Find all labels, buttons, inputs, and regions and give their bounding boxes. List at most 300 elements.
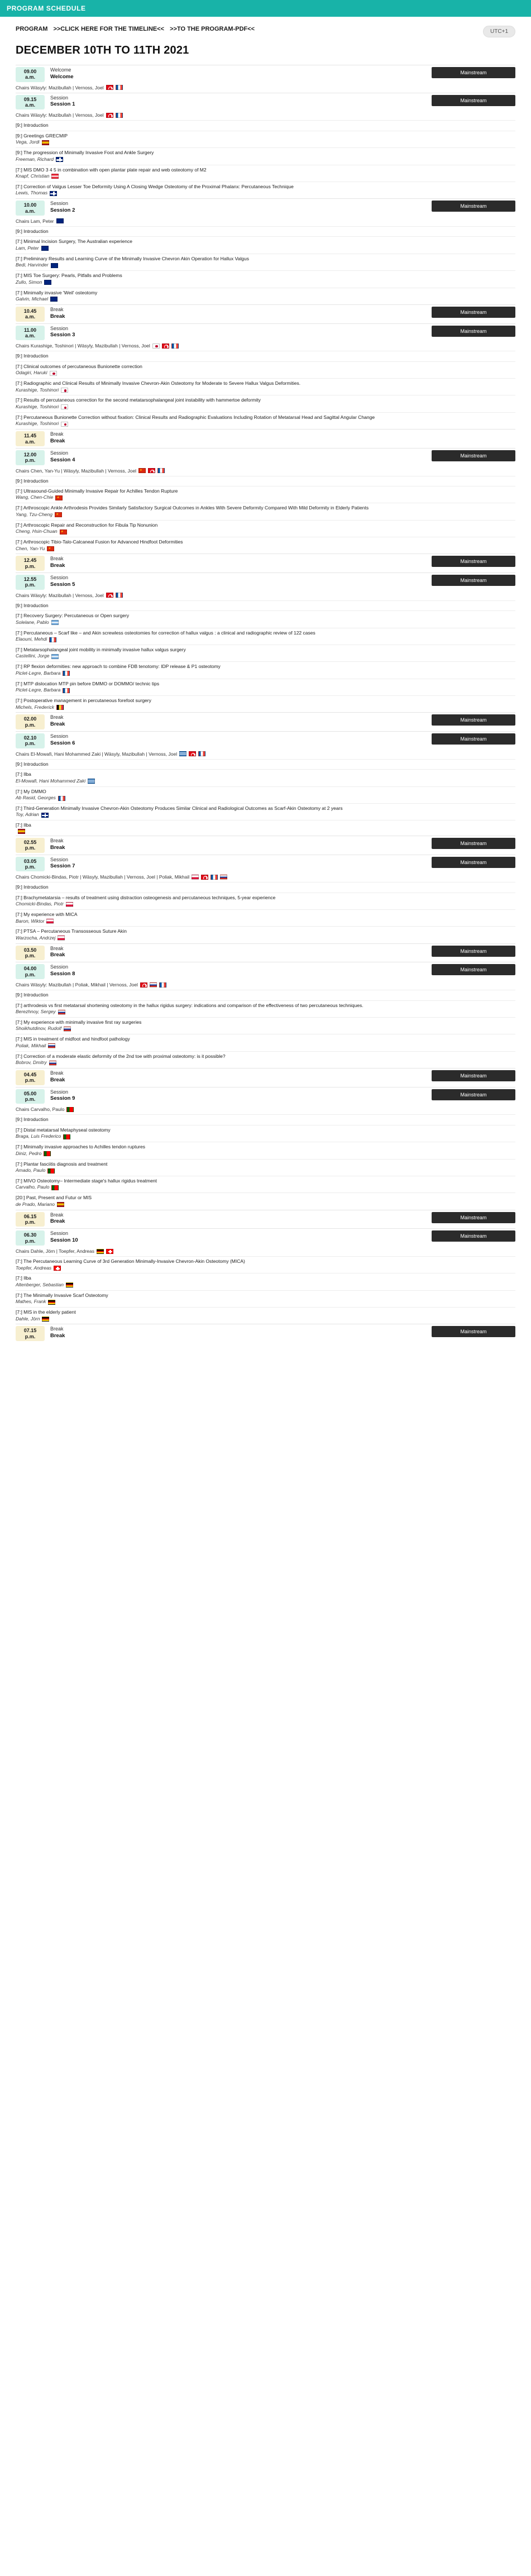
- row-main: [45, 67, 432, 82]
- talk-speaker: [16, 1151, 515, 1157]
- talk-speaker-name: Lewis, Thomas: [16, 190, 48, 196]
- schedule-row[interactable]: [16, 855, 515, 874]
- schedule-row[interactable]: [16, 323, 515, 342]
- row-session-name: Break: [50, 721, 65, 728]
- stream-button[interactable]: Mainstream: [432, 733, 515, 745]
- chairs-line: [16, 467, 515, 476]
- stream-button[interactable]: Mainstream: [432, 1089, 515, 1100]
- talk-speaker-name: Bobrov, Dmitry: [16, 1060, 47, 1066]
- flag-icon: [106, 85, 113, 90]
- row-time: 12.00 p.m.: [16, 450, 45, 465]
- stream-button[interactable]: Mainstream: [432, 95, 515, 106]
- flag-icon: [42, 1316, 49, 1322]
- talk-item[interactable]: [16, 695, 515, 712]
- row-kind: Session: [50, 1230, 69, 1237]
- row-main: [45, 307, 432, 322]
- flag-icon: [97, 1249, 104, 1254]
- flag-icon: [116, 113, 123, 118]
- talk-speaker: [16, 404, 515, 411]
- chairs-line: [16, 84, 515, 93]
- talk-item[interactable]: [16, 1125, 515, 1142]
- stream-button[interactable]: Mainstream: [432, 575, 515, 586]
- talk-item[interactable]: [16, 120, 515, 130]
- talk-title: [7:] MTP dislocation MTP pin before DMMO or DOMMO/ technic tips: [16, 680, 160, 686]
- schedule-row[interactable]: [16, 93, 515, 112]
- chairs-label: Chairs Wäsyly: Mazibullah | Poliak, Mikhail | Vernoss, Joel: [16, 982, 138, 988]
- schedule-row[interactable]: [16, 1068, 515, 1087]
- row-time: 12.45 p.m.: [16, 556, 45, 571]
- stream-button[interactable]: Mainstream: [432, 838, 515, 849]
- row-session-name: Break: [50, 562, 65, 569]
- row-session-name: Break: [50, 1076, 65, 1083]
- talk-speaker-name: Mathes, Frank: [16, 1299, 46, 1305]
- talk-item[interactable]: [16, 628, 515, 645]
- row-time: 02.55 p.m.: [16, 838, 45, 853]
- talk-title: [9:] Introduction: [16, 884, 49, 890]
- chairs-line: [16, 1105, 515, 1114]
- talk-item[interactable]: [16, 661, 515, 678]
- talk-item[interactable]: [16, 131, 515, 147]
- flag-icon: [44, 1151, 51, 1156]
- flag-icon: [50, 191, 57, 196]
- talk-item[interactable]: [16, 537, 515, 554]
- stream-button[interactable]: Mainstream: [432, 556, 515, 567]
- row-kind: Break: [50, 1211, 64, 1218]
- talk-item[interactable]: [16, 600, 515, 610]
- nav-program-link[interactable]: PROGRAM: [16, 26, 48, 32]
- talk-speaker: [16, 546, 515, 552]
- row-main: [45, 733, 432, 748]
- schedule-row[interactable]: [16, 304, 515, 323]
- row-session-name: Session 7: [50, 863, 75, 870]
- flag-icon: [56, 218, 64, 223]
- flag-icon: [179, 751, 186, 756]
- talk-item[interactable]: [16, 645, 515, 661]
- row-time: 04.00 p.m.: [16, 964, 45, 979]
- talk-speaker: [16, 1299, 515, 1305]
- talk-item[interactable]: [16, 1142, 515, 1158]
- flag-icon: [51, 620, 59, 625]
- flag-icon: [47, 1168, 55, 1173]
- talk-item[interactable]: [16, 270, 515, 287]
- talk-item[interactable]: [16, 147, 515, 164]
- talk-speaker: [16, 387, 515, 394]
- talk-item[interactable]: [16, 165, 515, 182]
- talk-title: [7:] Ultrasound-Guided Minimally Invasive Repair for Achilles Tendon Rupture: [16, 488, 178, 494]
- talk-item[interactable]: [16, 1290, 515, 1307]
- flag-icon: [66, 902, 73, 907]
- row-session-name: Break: [50, 1218, 65, 1225]
- talk-item[interactable]: [16, 679, 515, 695]
- row-kind: Session: [50, 575, 69, 581]
- chairs-line: [16, 873, 515, 882]
- row-stream: [432, 1230, 515, 1246]
- talk-speaker: [16, 619, 515, 626]
- row-session-name: Session 6: [50, 740, 75, 746]
- row-time: 10.00 a.m.: [16, 201, 45, 216]
- stream-button[interactable]: Mainstream: [432, 201, 515, 212]
- row-time: 05.00 p.m.: [16, 1089, 45, 1104]
- talk-speaker: [16, 1060, 515, 1066]
- row-time: 09.00 a.m.: [16, 67, 45, 82]
- talk-item[interactable]: [16, 1256, 515, 1273]
- talk-speaker-name: Toy, Adrian: [16, 812, 39, 818]
- chairs-line: [16, 981, 515, 990]
- schedule-row[interactable]: [16, 712, 515, 731]
- talk-speaker-name: Yang, Tzu-Cheng: [16, 511, 52, 517]
- row-main: [45, 857, 432, 872]
- schedule-row[interactable]: [16, 554, 515, 573]
- talk-item[interactable]: [16, 1051, 515, 1068]
- talk-speaker: [16, 1201, 515, 1208]
- flag-icon: [198, 751, 205, 756]
- talk-item[interactable]: [16, 182, 515, 198]
- talk-item[interactable]: [16, 882, 515, 892]
- row-main: [45, 946, 432, 961]
- talk-title: [7:] MIS in treatment of midfoot and hindfoot pathology: [16, 1036, 130, 1042]
- row-stream: [432, 964, 515, 979]
- row-main: [45, 714, 432, 729]
- talk-item[interactable]: [16, 351, 515, 361]
- row-session-name: Session 2: [50, 207, 75, 213]
- schedule-row[interactable]: [16, 731, 515, 750]
- talk-speaker-name: Ab Rasid, Georges: [16, 795, 56, 801]
- row-kind: Session: [50, 856, 69, 862]
- talk-speaker: [16, 812, 515, 818]
- row-stream: [432, 575, 515, 590]
- row-stream: [432, 1070, 515, 1085]
- talk-speaker: [16, 173, 515, 180]
- talk-title: [7:] My DMMO: [16, 788, 46, 794]
- talk-speaker: [16, 245, 515, 252]
- talk-title: [9:] Introduction: [16, 1117, 49, 1123]
- talk-title: [9:] The progression of Minimally Invasive Foot and Ankle Surgery: [16, 150, 154, 156]
- row-session-name: Break: [50, 952, 65, 958]
- talk-item[interactable]: [16, 1017, 515, 1034]
- talk-item[interactable]: [16, 759, 515, 769]
- talk-item[interactable]: [16, 1192, 515, 1209]
- row-main: [45, 1212, 432, 1227]
- talk-speaker: [16, 778, 515, 785]
- row-session-name: Session 9: [50, 1095, 75, 1102]
- schedule-row[interactable]: [16, 943, 515, 962]
- talk-title: [7:] Arthroscopic Ankle Arthrodesis Provides Similarly Satisfactory Surgical Outcomes in Ankles With Severe Deformity Compared With Mild Deformity in Elderly Patients: [16, 505, 369, 511]
- talk-item[interactable]: [16, 378, 515, 395]
- talk-title: [7:] My experience with minimally invasive first ray surgeries: [16, 1019, 142, 1025]
- talk-speaker: [16, 901, 515, 908]
- row-session-name: Break: [50, 1333, 65, 1339]
- stream-button[interactable]: Mainstream: [432, 450, 515, 461]
- stream-button[interactable]: Mainstream: [432, 964, 515, 975]
- schedule-row[interactable]: [16, 1324, 515, 1343]
- talk-speaker-name: Poliak, Mikhail: [16, 1042, 46, 1048]
- flag-icon: [211, 875, 218, 880]
- row-kind: Session: [50, 201, 69, 207]
- flag-icon: [51, 654, 59, 659]
- flag-icon: [116, 593, 123, 598]
- row-stream: [432, 1326, 515, 1341]
- talk-title: [7:] MIS DMO 3 4 5 in combination with open plantar plate repair and web osteotomy of M2: [16, 166, 207, 173]
- talk-item[interactable]: [16, 1114, 515, 1124]
- talk-speaker-name: Shoikhutdinov, Rudolf: [16, 1025, 62, 1032]
- talk-title: [7:] arthrodesis vs first metatarsal shortening osteotomy in the hallux rigidus surgery: indications and comparison of the effectiveness of two percutaneous techniques.: [16, 1002, 363, 1008]
- row-kind: Break: [50, 306, 64, 312]
- row-time: 06.30 p.m.: [16, 1230, 45, 1246]
- talk-title: [7:] Plantar fasciitis diagnosis and treatment: [16, 1161, 108, 1167]
- flag-icon: [58, 936, 65, 941]
- talk-title: [20:] Past, Present and Futur or MIS: [16, 1195, 92, 1201]
- flag-icon: [44, 280, 51, 285]
- flag-icon: [46, 919, 54, 924]
- row-main: [45, 1089, 432, 1104]
- talk-item[interactable]: [16, 926, 515, 943]
- stream-button[interactable]: Mainstream: [432, 67, 515, 78]
- flag-icon: [60, 529, 67, 535]
- nav-timeline-link[interactable]: >>CLICK HERE FOR THE TIMELINE<<: [53, 26, 165, 32]
- flag-icon: [152, 344, 160, 349]
- talk-speaker-name: El-Mowafi, Hani Mohammed Zaki: [16, 777, 86, 784]
- row-time: 09.15 a.m.: [16, 95, 45, 110]
- flag-icon: [61, 388, 68, 393]
- row-session-name: Session 5: [50, 581, 75, 588]
- talk-speaker-name: Altenberger, Sebastian: [16, 1281, 64, 1287]
- talk-title: [7:] Third-Generation Minimally Invasive Chevron-Akin Osteotomy Produces Similar Clinical and Radiological Outcomes as Scarf-Akin Osteotomy at 2 years: [16, 805, 343, 811]
- flag-icon: [51, 1185, 59, 1190]
- flag-icon: [48, 1300, 55, 1305]
- row-session-name: Break: [50, 844, 65, 851]
- talk-title: [7:] Minimally invasive approaches to Achilles tendon ruptures: [16, 1144, 145, 1150]
- talk-title: [7:] Radiographic and Clinical Results of Minimally Invasive Chevron-Akin Osteotomy for Moderate to Severe Hallux Valgus Deformities.: [16, 380, 301, 387]
- talk-item[interactable]: [16, 1034, 515, 1051]
- talk-item[interactable]: [16, 1159, 515, 1176]
- stream-button[interactable]: Mainstream: [432, 1326, 515, 1337]
- row-kind: Break: [50, 714, 64, 721]
- schedule-row[interactable]: [16, 448, 515, 467]
- row-session-name: Session 8: [50, 971, 75, 977]
- talk-speaker-name: Zullo, Simon: [16, 279, 42, 285]
- talk-title: [9:] Introduction: [16, 353, 49, 359]
- stream-button[interactable]: Mainstream: [432, 1070, 515, 1081]
- talk-item[interactable]: [16, 803, 515, 820]
- talk-item[interactable]: [16, 226, 515, 236]
- flag-icon: [58, 796, 65, 801]
- talk-speaker: [16, 1043, 515, 1050]
- row-kind: Session: [50, 733, 69, 740]
- row-stream: [432, 95, 515, 110]
- schedule-row[interactable]: [16, 1087, 515, 1106]
- talk-speaker: [16, 421, 515, 427]
- talk-item[interactable]: [16, 990, 515, 1000]
- talk-item[interactable]: [16, 610, 515, 627]
- talk-item[interactable]: [16, 520, 515, 537]
- flag-icon: [51, 263, 58, 268]
- talk-speaker: [16, 1167, 515, 1174]
- talk-item[interactable]: [16, 476, 515, 486]
- chairs-label: Chairs Chen, Yan-Yu | Wäsyly, Mazibullah | Vernoss, Joel: [16, 468, 137, 474]
- talk-speaker-name: Berezhnoy, Sergey: [16, 1009, 56, 1015]
- chairs-line: [16, 591, 515, 600]
- talk-item[interactable]: [16, 288, 515, 304]
- chairs-label: Chairs Wäsyly: Mazibullah | Vernoss, Joel: [16, 112, 104, 118]
- row-time: 03.05 p.m.: [16, 857, 45, 872]
- talk-title: [7:] Correction of Valgus Lesser Toe Deformity Using A Closing Wedge Osteotomy of the Proximal Phalanx: Percutaneous Technique: [16, 183, 294, 189]
- talk-item[interactable]: [16, 236, 515, 253]
- flag-icon: [64, 1027, 71, 1032]
- talk-item[interactable]: [16, 1176, 515, 1192]
- talk-item[interactable]: [16, 769, 515, 786]
- schedule-row[interactable]: [16, 65, 515, 84]
- flag-icon: [50, 371, 57, 376]
- talk-speaker: [16, 795, 515, 802]
- row-kind: Break: [50, 1326, 64, 1332]
- flag-icon: [106, 113, 113, 118]
- flag-icon: [148, 468, 155, 473]
- talk-speaker-name: Kurashige, Toshinori: [16, 387, 59, 393]
- talk-item[interactable]: [16, 503, 515, 519]
- flag-icon: [41, 813, 49, 818]
- flag-icon: [49, 1061, 56, 1066]
- talk-title: [7:] Clinical outcomes of percutaneous Bunionette correction: [16, 363, 142, 369]
- talk-item[interactable]: [16, 412, 515, 429]
- row-session-name: Break: [50, 437, 65, 444]
- schedule-row[interactable]: [16, 198, 515, 217]
- talk-title: [7:] MIVO Osteotomy– Intermediate stage's hallux rigidus treatment: [16, 1177, 157, 1184]
- talk-speaker: [16, 636, 515, 643]
- utc-offset-chip[interactable]: UTC+1: [483, 26, 515, 37]
- flag-icon: [201, 875, 208, 880]
- talk-item[interactable]: [16, 909, 515, 926]
- talk-item[interactable]: [16, 786, 515, 803]
- talk-item[interactable]: [16, 1000, 515, 1017]
- talk-speaker-name: Vega, Jordi: [16, 139, 40, 145]
- row-kind: Session: [50, 1089, 69, 1095]
- row-stream: [432, 838, 515, 853]
- top-banner-label: PROGRAM SCHEDULE: [7, 4, 86, 12]
- row-main: [45, 838, 432, 853]
- stream-button[interactable]: Mainstream: [432, 857, 515, 868]
- flag-icon: [47, 546, 54, 551]
- flag-icon: [192, 875, 199, 880]
- talk-item[interactable]: [16, 361, 515, 378]
- talk-speaker-name: Chomicki-Bindas, Piotr: [16, 901, 64, 907]
- talk-speaker: [16, 512, 515, 518]
- flag-icon: [157, 468, 165, 473]
- talk-speaker: [16, 670, 515, 677]
- talk-speaker-name: Kurashige, Toshinori: [16, 421, 59, 427]
- talk-item[interactable]: [16, 254, 515, 270]
- flag-icon: [41, 246, 49, 251]
- talk-speaker: [16, 296, 515, 303]
- schedule-row[interactable]: [16, 429, 515, 448]
- chairs-line: [16, 342, 515, 351]
- talk-item[interactable]: [16, 1307, 515, 1324]
- row-main: [45, 1230, 432, 1246]
- row-stream: [432, 307, 515, 322]
- stream-button[interactable]: Mainstream: [432, 326, 515, 337]
- talk-title: [9:] Introduction: [16, 228, 49, 234]
- talk-speaker-name: Braga, Luis Frederico: [16, 1133, 61, 1139]
- flag-icon: [140, 982, 147, 988]
- nav-program-pdf-link[interactable]: >>TO THE PROGRAM-PDF<<: [170, 26, 255, 32]
- talk-speaker: [16, 1316, 515, 1323]
- talk-speaker: [16, 1009, 515, 1015]
- talk-speaker-name: Wang, Chen-Chie: [16, 494, 54, 500]
- talk-item[interactable]: [16, 395, 515, 412]
- talk-speaker-name: Freeman, Richard: [16, 156, 54, 162]
- row-main: [45, 964, 432, 979]
- row-time: 02.10 p.m.: [16, 733, 45, 748]
- schedule-row[interactable]: [16, 1210, 515, 1229]
- talk-title: [7:] Postoperative management in percutaneous forefoot surgery: [16, 698, 151, 704]
- talk-item[interactable]: [16, 820, 515, 835]
- talk-speaker-name: Warzocha, Andrzej: [16, 934, 56, 941]
- flag-icon: [150, 982, 157, 988]
- flag-icon: [189, 751, 196, 756]
- chairs-line: [16, 750, 515, 759]
- row-stream: [432, 714, 515, 729]
- flag-icon: [106, 1249, 113, 1254]
- row-time: 02.00 p.m.: [16, 714, 45, 729]
- talk-speaker-name: Bedi, Harvinder: [16, 262, 49, 268]
- flag-icon: [220, 875, 227, 880]
- talk-item[interactable]: [16, 1273, 515, 1290]
- talk-item[interactable]: [16, 486, 515, 503]
- flag-icon: [57, 1202, 64, 1207]
- schedule-row[interactable]: [16, 573, 515, 591]
- row-stream: [432, 450, 515, 465]
- row-kind: Session: [50, 964, 69, 970]
- chairs-line: [16, 217, 515, 226]
- flag-icon: [138, 468, 146, 473]
- row-stream: [432, 201, 515, 216]
- flag-icon: [66, 1282, 73, 1287]
- talk-item[interactable]: [16, 893, 515, 909]
- talk-title: [9:] Greetings GRECMIP: [16, 132, 68, 139]
- row-time: 03.50 p.m.: [16, 946, 45, 961]
- stream-button[interactable]: Mainstream: [432, 946, 515, 957]
- row-stream: [432, 1212, 515, 1227]
- flag-icon: [106, 593, 113, 598]
- schedule-list: [0, 65, 531, 1343]
- row-session-name: Session 3: [50, 332, 75, 338]
- talk-speaker: [16, 1184, 515, 1191]
- flag-icon: [159, 982, 166, 988]
- stream-button[interactable]: Mainstream: [432, 1230, 515, 1242]
- talk-title: [9:] Introduction: [16, 122, 49, 128]
- row-session-name: Break: [50, 313, 65, 319]
- flag-icon: [56, 705, 64, 710]
- stream-button[interactable]: Mainstream: [432, 1212, 515, 1223]
- chairs-label: Chairs Dahle, Jörn | Toepfer, Andreas: [16, 1248, 94, 1254]
- row-kind: Break: [50, 945, 64, 951]
- row-main: [45, 201, 432, 216]
- talk-speaker-name: Solelane, Pablo: [16, 619, 49, 625]
- talk-title: [7:] The Minimally Invasive Scarf Osteotomy: [16, 1292, 108, 1298]
- stream-button[interactable]: Mainstream: [432, 714, 515, 726]
- schedule-row[interactable]: [16, 962, 515, 981]
- talk-speaker: [16, 528, 515, 535]
- talk-title: [7:] Ilba: [16, 771, 31, 777]
- talk-speaker-name: Diniz, Pedro: [16, 1150, 42, 1156]
- stream-button[interactable]: Mainstream: [432, 307, 515, 318]
- talk-speaker-name: Galvin, Michael: [16, 295, 49, 302]
- row-time: 10.45 a.m.: [16, 307, 45, 322]
- talk-speaker-name: Knapf, Christian: [16, 173, 50, 179]
- schedule-row[interactable]: [16, 1228, 515, 1247]
- talk-title: [9:] Introduction: [16, 761, 49, 767]
- row-main: [45, 95, 432, 110]
- schedule-row[interactable]: [16, 836, 515, 855]
